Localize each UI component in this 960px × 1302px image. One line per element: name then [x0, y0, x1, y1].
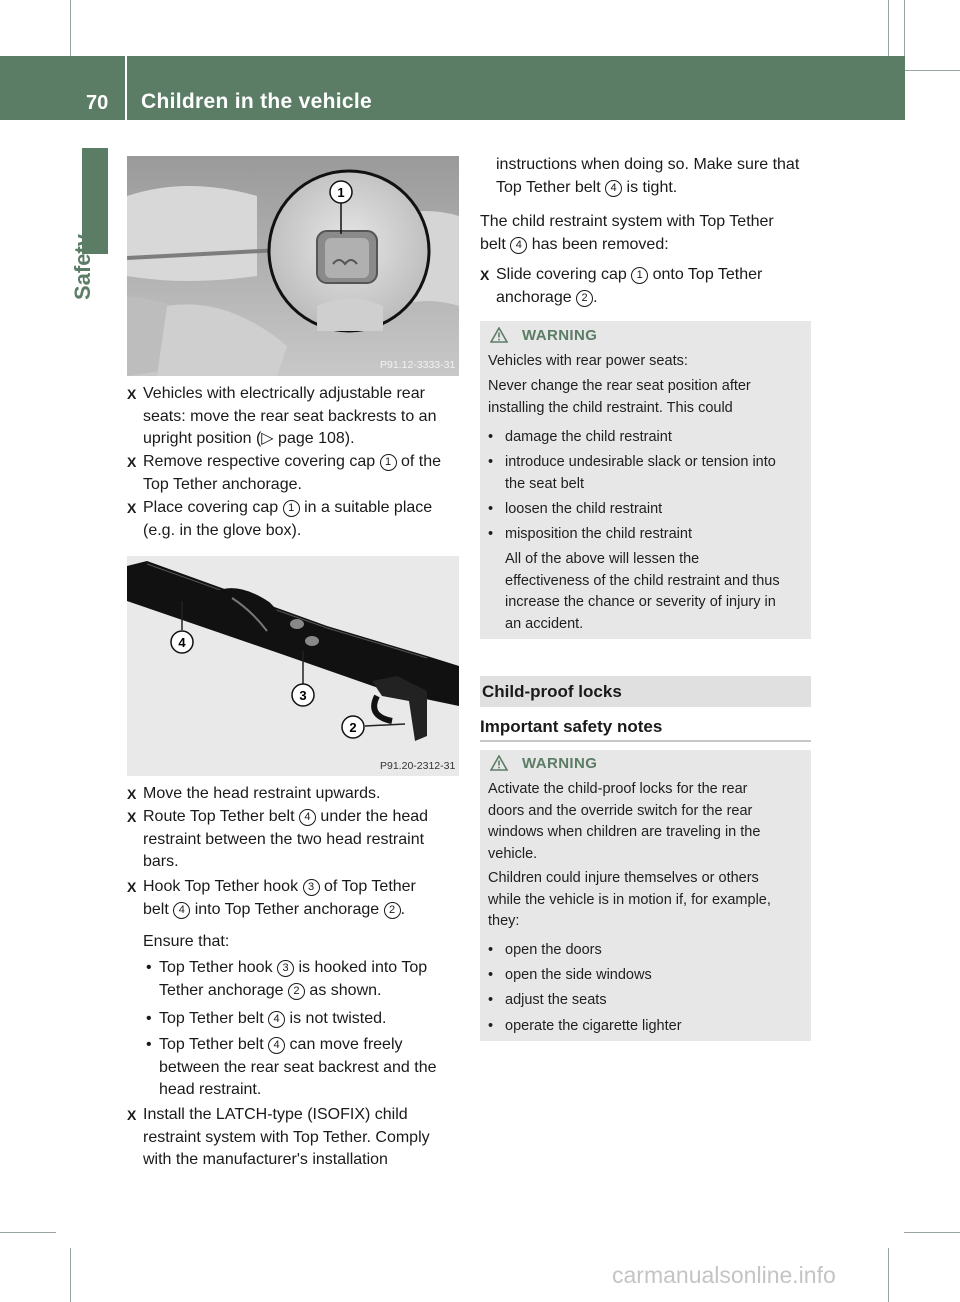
crop-mark	[888, 0, 889, 56]
warning-bullet: • introduce undesirable slack or tension into the seat belt	[488, 454, 776, 492]
warning-title: WARNING	[522, 755, 598, 772]
subsection-rule	[480, 740, 811, 742]
warning-bullet: • adjust the seats	[488, 992, 607, 1008]
figure2-callout: 2	[349, 720, 357, 735]
subsection-title: Important safety notes	[480, 717, 663, 736]
figure-anchorage-photo	[127, 156, 459, 376]
step-arrow-icon: X	[127, 879, 137, 895]
crop-mark	[904, 1232, 960, 1233]
page-number: 70	[86, 92, 109, 114]
crop-mark	[70, 0, 71, 56]
warning-triangle-icon	[490, 327, 508, 343]
removed-text: The child restraint system with Top Tether belt 4 has been removed:	[480, 213, 774, 253]
warning-bullet: • damage the child restraint	[488, 429, 672, 445]
figure2-callout: 3	[299, 688, 307, 703]
section-side-label: Safety	[70, 233, 95, 300]
step-arrow-icon: X	[127, 500, 137, 516]
warning-bullet: • operate the cigarette lighter	[488, 1018, 682, 1034]
warning-text: Activate the child-proof locks for the rear doors and the override switch for the rear windows when children are traveling in the vehicle.	[488, 781, 761, 862]
warning-bullet: • open the side windows	[488, 967, 652, 983]
step-arrow-icon: X	[480, 267, 490, 283]
crop-mark	[0, 1232, 56, 1233]
crop-mark	[904, 0, 905, 56]
figure2-callout: 4	[178, 635, 186, 650]
section-title: Child-proof locks	[482, 682, 622, 701]
figure-top-tether-hook	[127, 556, 459, 776]
step-arrow-icon: X	[127, 809, 137, 825]
page-title: Children in the vehicle	[141, 90, 372, 113]
header-bar	[0, 56, 905, 120]
warning-triangle-icon	[490, 755, 508, 771]
watermark: carmanualsonline.info	[612, 1262, 836, 1288]
warning-text: Never change the rear seat position after installing the child restraint. This could	[488, 378, 751, 416]
warning-bullet: • open the doors	[488, 942, 602, 958]
step-arrow-icon: X	[127, 1107, 137, 1123]
crop-mark	[905, 70, 960, 71]
warning-bullet: • misposition the child restraint	[488, 526, 692, 542]
crop-mark	[888, 1248, 889, 1302]
warning-bullet: • loosen the child restraint	[488, 501, 663, 517]
figure2-code: P91.20-2312-31	[380, 760, 456, 772]
warning-text: All of the above will lessen the effectiveness of the child restraint and thus increase the chance or severity of injury in an accident.	[505, 551, 780, 632]
warning-text: Vehicles with rear power seats:	[488, 353, 688, 369]
step-arrow-icon: X	[127, 386, 137, 402]
step-arrow-icon: X	[127, 786, 137, 802]
ensure-label: Ensure that:	[143, 933, 230, 950]
header-divider	[125, 56, 127, 120]
warning-title: WARNING	[522, 327, 598, 344]
figure1-callout: 1	[337, 185, 345, 200]
figure1-code: P91.12-3333-31	[380, 359, 456, 371]
warning-text: Children could injure themselves or others while the vehicle is in motion if, for example, they:	[488, 870, 771, 929]
crop-mark	[70, 1248, 71, 1302]
continued-instructions: instructions when doing so. Make sure that Top Tether belt 4 is tight.	[496, 156, 800, 196]
step-arrow-icon: X	[127, 454, 137, 470]
